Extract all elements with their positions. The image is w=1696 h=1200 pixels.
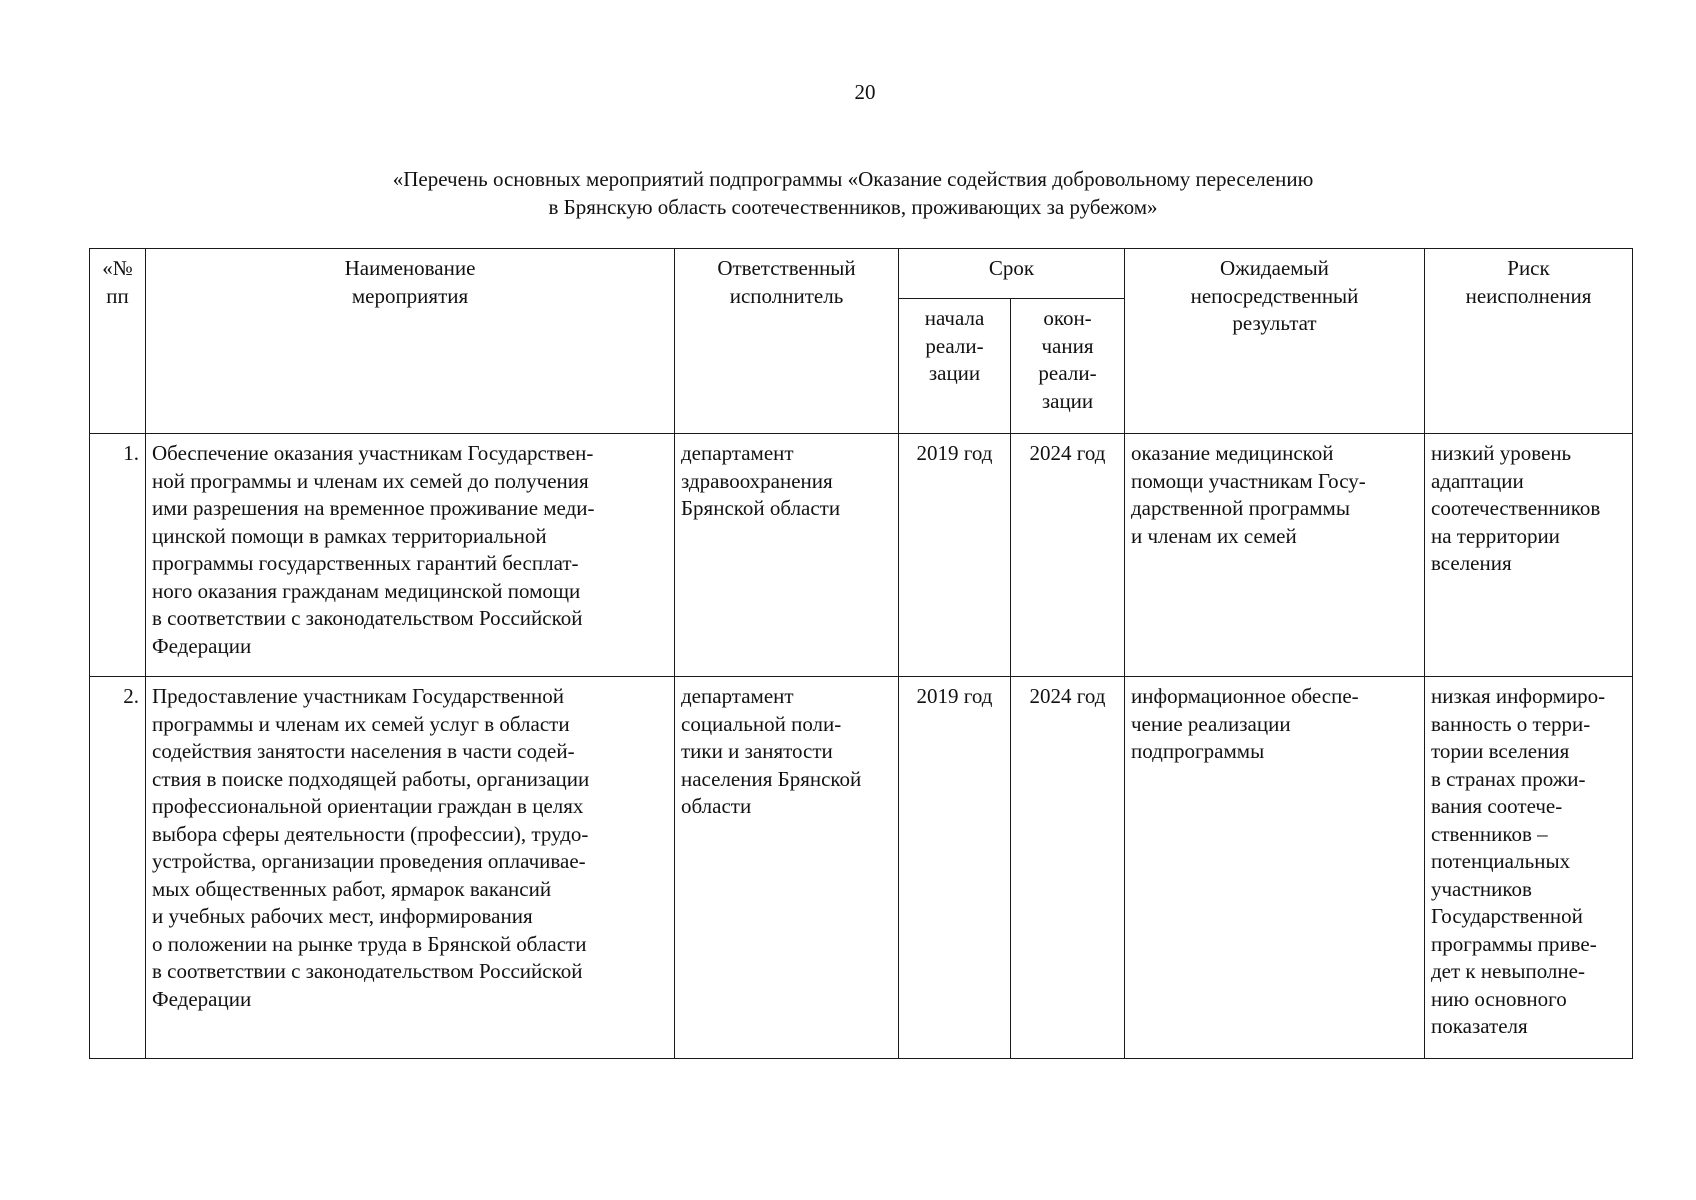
responsible-executor: департамент здравоохранения Брянской области [675, 434, 899, 677]
title-line-1: «Перечень основных мероприятий подпрограммы «Оказание содействия добровольному переселению [392, 167, 1314, 191]
start-year: 2019 год [899, 677, 1011, 1059]
expected-result: оказание медицинской помощи участникам Госу- дарственной программы и членам их семей [1125, 434, 1425, 677]
start-year: 2019 год [899, 434, 1011, 677]
header-risk: Риск неисполнения [1425, 249, 1633, 434]
row-number: 1. [90, 434, 146, 677]
activity-name: Обеспечение оказания участникам Государствен- ной программы и членам их семей до получения ими разрешения на временное проживание меди- цинской помощи в рамках территориальной программы государственных гарантий бесплат- ного оказания гражданам медицинской помощи в соответствии с законодательством Российской Федерации [146, 434, 675, 677]
header-result: Ожидаемый непосредственный результат [1125, 249, 1425, 434]
risk-of-failure: низкий уровень адаптации соотечественников на территории вселения [1425, 434, 1633, 677]
end-year: 2024 год [1011, 677, 1125, 1059]
table-row [90, 434, 1633, 677]
header-end: окон- чания реали- зации [1011, 299, 1125, 434]
header-name: Наименование мероприятия [146, 249, 675, 434]
page-number: 20 [854, 80, 876, 104]
header-term: Срок [899, 249, 1125, 299]
activity-name: Предоставление участникам Государственной программы и членам их семей услуг в области содействия занятости населения в части содей- ствия в поиске подходящей работы, организации профессиональной ориентации граждан в целях выбора сферы деятельности (профессии), трудо- устройства, организации проведения оплачивае- мых общественных работ, ярмарок вакансий и учебных рабочих мест, информирования о положении на рынке труда в Брянской области в соответствии с законодательством Российской Федерации [146, 677, 675, 1059]
row-number: 2. [90, 677, 146, 1059]
end-year: 2024 год [1011, 434, 1125, 677]
responsible-executor: департамент социальной поли- тики и занятости населения Брянской области [675, 677, 899, 1059]
table-row [90, 677, 1633, 1059]
title-line-2: в Брянскую область соотечественников, проживающих за рубежом» [548, 195, 1158, 219]
header-start: начала реали- зации [899, 299, 1011, 434]
expected-result: информационное обеспе- чение реализации подпрограммы [1125, 677, 1425, 1059]
document-title [0, 165, 1696, 221]
header-num: «№ пп [90, 249, 146, 434]
risk-of-failure: низкая информиро- ванность о терри- тории вселения в странах прожи- вания соотече- ственников – потенциальных участников Государственной программы приве- дет к невыполне- нию основного показателя [1425, 677, 1633, 1059]
header-executor: Ответственный исполнитель [675, 249, 899, 434]
header-row [90, 249, 1633, 299]
activities-table [89, 248, 1633, 1059]
